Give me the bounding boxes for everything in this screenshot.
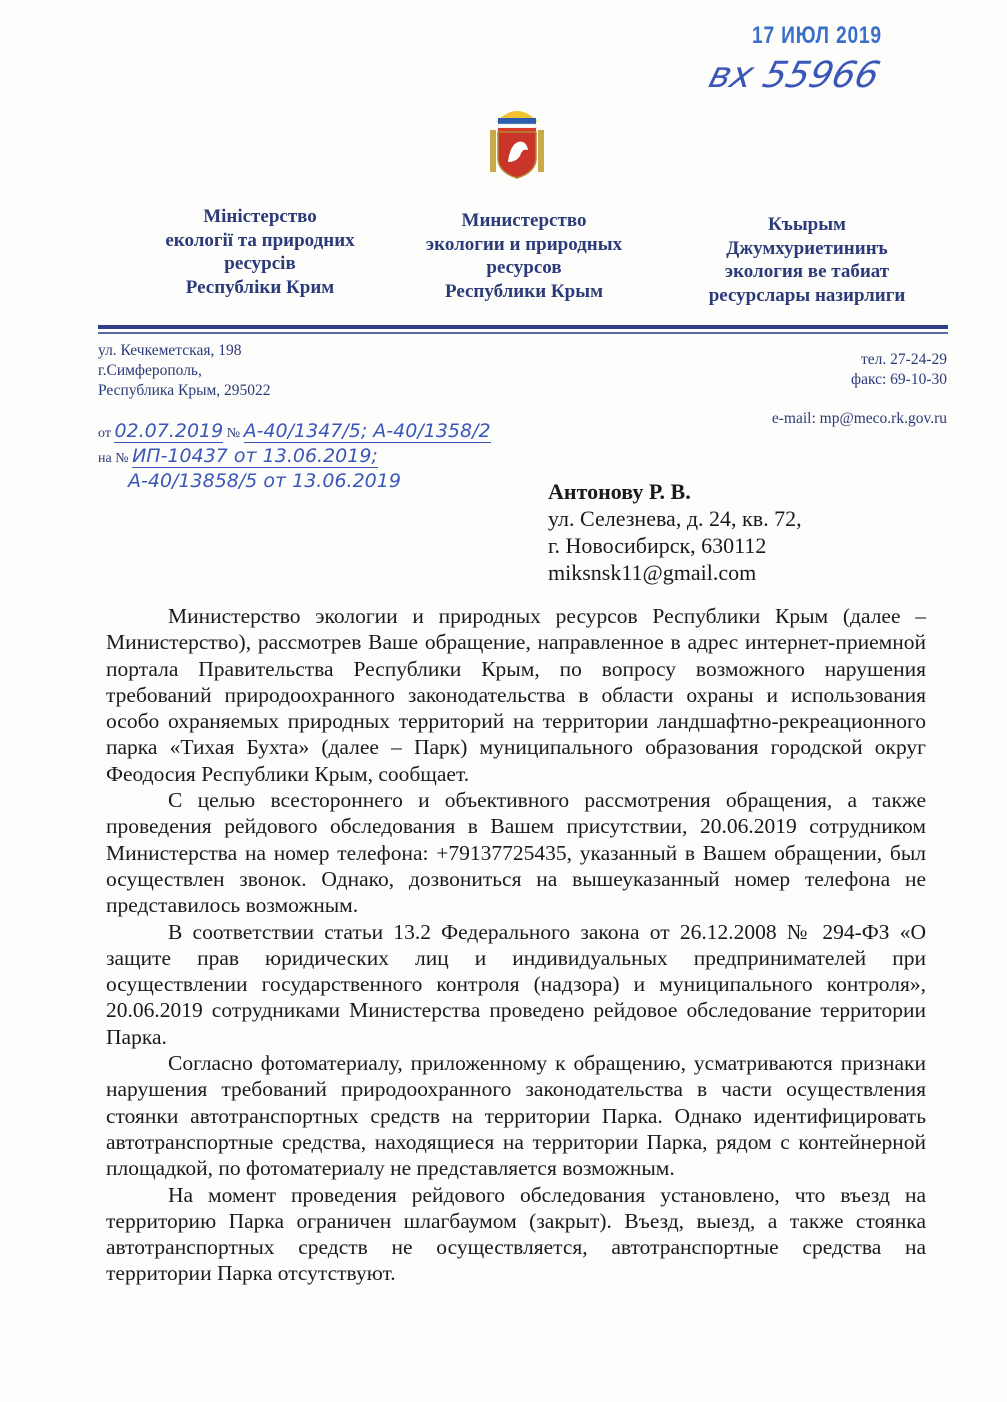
recipient-street: ул. Селезнева, д. 24, кв. 72, xyxy=(548,506,802,531)
fax: факс: 69-10-30 xyxy=(851,371,947,388)
reply-number-2: А-40/13858/5 от 13.06.2019 xyxy=(128,470,401,492)
reply-reference-2 xyxy=(128,470,401,492)
recipient-city: г. Новосибирск, 630112 xyxy=(548,533,767,558)
outgoing-date: 02.07.2019 xyxy=(114,420,224,442)
phone: тел. 27-24-29 xyxy=(861,351,947,368)
recipient-email: miksnsk11@gmail.com xyxy=(548,560,757,585)
address-line: г.Симферополь, xyxy=(98,362,202,379)
incoming-number-handwritten: вх 55966 xyxy=(704,55,884,96)
sender-contacts xyxy=(851,350,947,390)
crimea-coat-of-arms-icon xyxy=(488,100,546,180)
recipient-name: Антонову Р. В. xyxy=(548,479,691,504)
header-line: ресурсів xyxy=(224,253,296,274)
address-line: ул. Кечкеметская, 198 xyxy=(98,342,242,359)
letter-body xyxy=(106,603,926,1287)
from-label: от xyxy=(98,426,111,441)
reply-reference xyxy=(98,445,378,467)
header-russian xyxy=(394,209,654,303)
paragraph: Согласно фотоматериалу, приложенному к обращению, усматриваются признаки нарушения требований природоохранного законодательства в части осуществления стоянки автотранспортных средств на территории Парка. Однако идентифицировать автотранспортные средства, находящиеся на территории Парка, рядом с контейнерной площадкой, по фотоматериалу не представляется возможным. xyxy=(106,1051,926,1181)
address-line: Республика Крым, 295022 xyxy=(98,382,271,399)
header-line: экологии и природных xyxy=(425,233,623,255)
number-label: № xyxy=(226,426,241,441)
header-line: екології та природних xyxy=(165,229,355,251)
sender-address xyxy=(98,341,271,401)
header-line: Министерство xyxy=(461,210,587,231)
header-divider xyxy=(98,325,948,329)
header-line: Къырым xyxy=(767,214,847,235)
recipient-block xyxy=(548,478,802,586)
reply-label: на № xyxy=(98,451,129,466)
reply-number: ИП-10437 от 13.06.2019; xyxy=(132,445,378,467)
paragraph: В соответствии статьи 13.2 Федерального закона от 26.12.2008 № 294-ФЗ «О защите прав юридических лиц и индивидуальных предпринимателей при осуществлении государственного контроля (надзора) и муниципального контроля», 20.06.2019 сотрудниками Министерства проведено рейдовое обследование территории Парка. xyxy=(106,919,926,1049)
outgoing-number: А-40/1347/5; А-40/1358/2 xyxy=(243,420,491,442)
outgoing-reference xyxy=(98,420,491,442)
header-line: ресурсов xyxy=(486,257,562,278)
header-divider-thin xyxy=(98,332,948,334)
paragraph: С целью всестороннего и объективного рассмотрения обращения, а также проведения рейдового обследования в Вашем присутствии, 20.06.2019 сотрудником Министерства на номер телефона: +79137725435, указанный в Вашем обращении, был осуществлен звонок. Однако, дозвониться на вышеуказанный номер телефона не представилось возможным. xyxy=(106,788,926,918)
sender-email: e-mail: mp@meco.rk.gov.ru xyxy=(771,410,947,427)
paragraph: Министерство экологии и природных ресурсов Республики Крым (далее – Министерство), рассмотрев Ваше обращение, направленное в адрес интернет-приемной портала Правительства Республики Крым, по вопросу возможного нарушения требований природоохранного законодательства в области охраны и использования особо охраняемых природных территорий на территории ландшафтно-рекреационного парка «Тихая Бухта» (далее – Парк) муниципального образования городской округ Феодосия Республики Крым, сообщает. xyxy=(106,604,926,786)
received-date-stamp: 17 ИЮЛ 2019 xyxy=(752,22,882,49)
header-line: Республіки Крим xyxy=(185,276,335,298)
paragraph: На момент проведения рейдового обследования установлено, что въезд на территорию Парка ограничен шлагбаумом (закрыт). Въезд, выезд, а также стоянка автотранспортных средств не осуществляется, автотранспортные средства на территории Парка отсутствуют. xyxy=(106,1182,926,1286)
header-ukrainian xyxy=(130,205,390,299)
header-line: ресурслары назирлиги xyxy=(708,284,906,306)
header-line: экология ве табиат xyxy=(724,261,890,282)
header-crimean-tatar xyxy=(677,213,937,307)
header-line: Міністерство xyxy=(203,206,317,227)
header-line: Джумхуриетининъ xyxy=(726,237,888,259)
header-line: Республики Крым xyxy=(444,280,604,302)
